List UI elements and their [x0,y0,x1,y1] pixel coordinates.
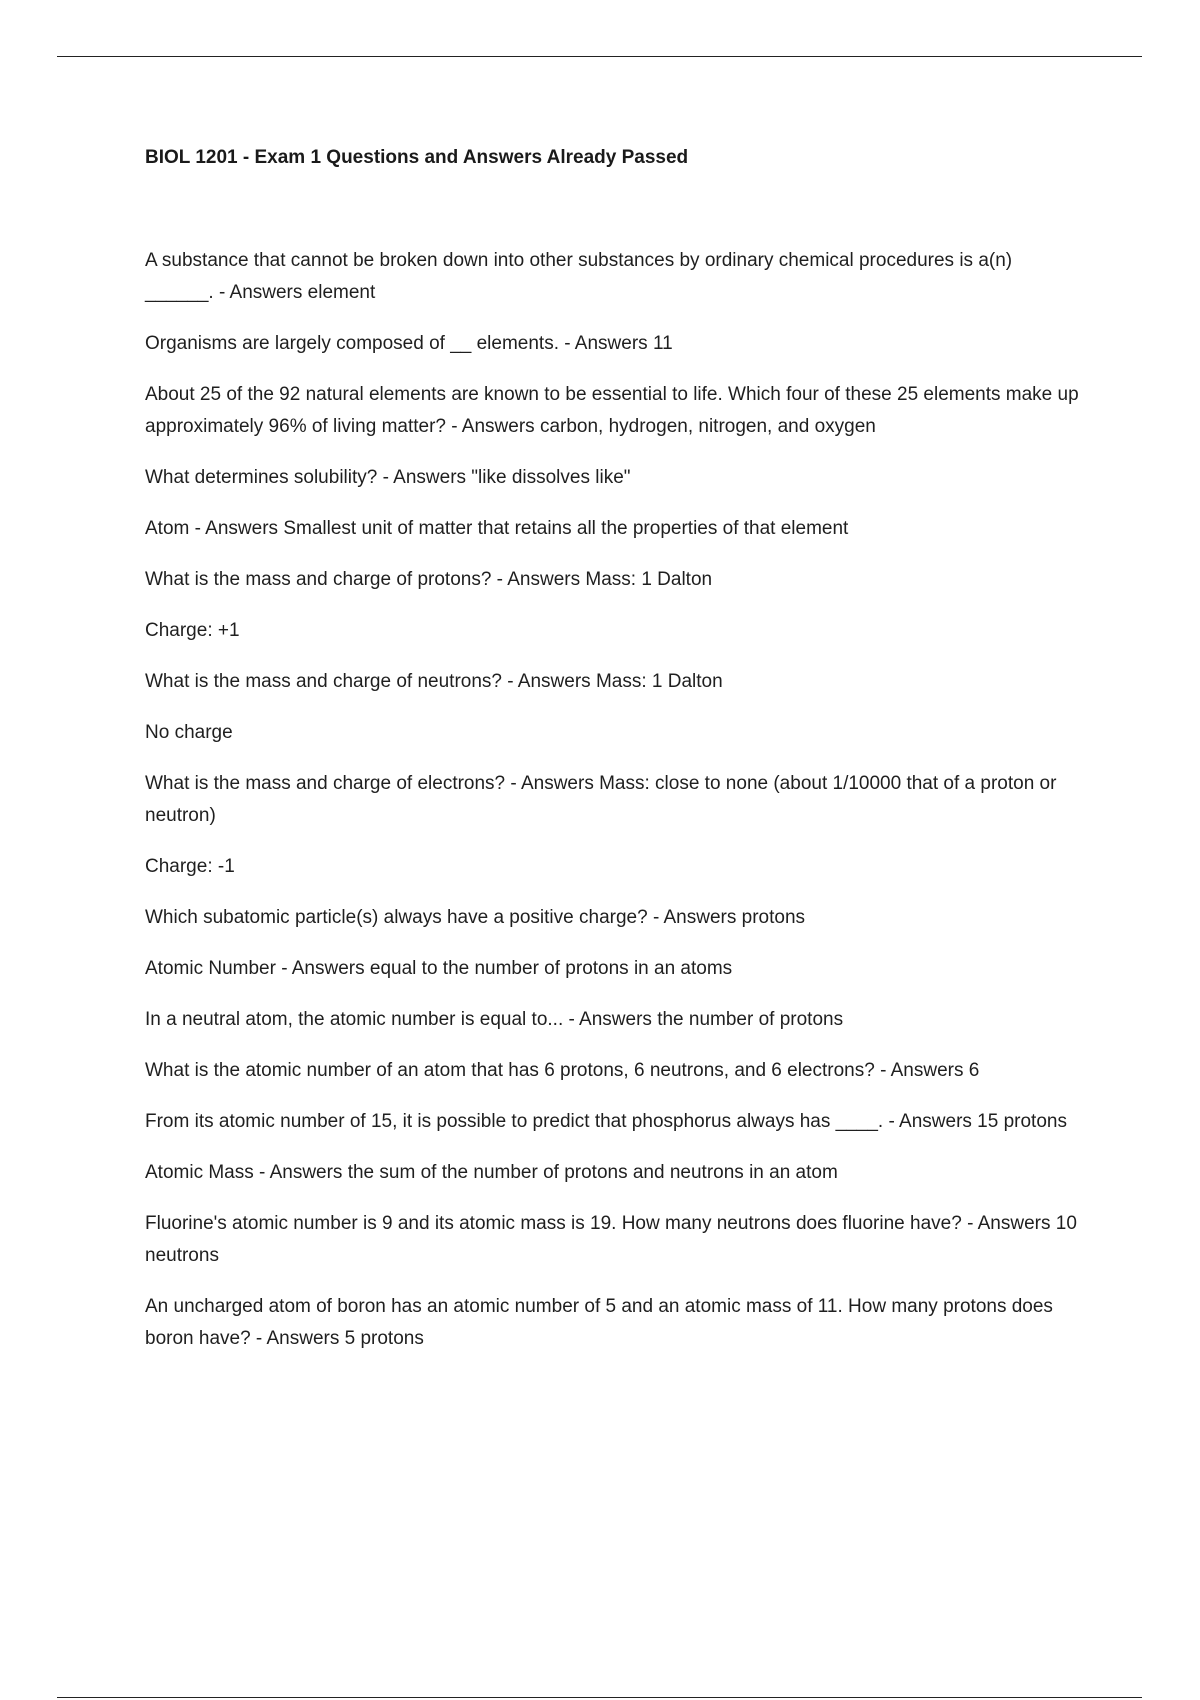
qa-entry [145,717,1085,749]
qa-text: What is the mass and charge of protons? - Answers Mass: 1 Dalton [145,569,713,590]
qa-entry [145,1208,1085,1272]
qa-entry [145,513,1085,545]
qa-text: Which subatomic particle(s) always have a positive charge? - Answers protons [145,907,806,928]
qa-text: What is the mass and charge of neutrons? - Answers Mass: 1 Dalton [145,671,723,692]
qa-text: Atomic Mass - Answers the sum of the number of protons and neutrons in an atom [145,1162,838,1183]
qa-text: Charge: +1 [145,620,240,641]
qa-entry [145,1055,1085,1087]
qa-entry [145,953,1085,985]
qa-text: In a neutral atom, the atomic number is equal to... - Answers the number of protons [145,1009,844,1030]
qa-text: No charge [145,722,233,743]
qa-text: Fluorine's atomic number is 9 and its atomic mass is 19. How many neutrons does fluorine have? - Answers 10 neutrons [145,1213,1077,1266]
qa-entry [145,564,1085,596]
qa-entry [145,902,1085,934]
qa-text: What determines solubility? - Answers "like dissolves like" [145,467,631,488]
qa-text: Organisms are largely composed of __ elements. - Answers 11 [145,333,673,354]
qa-text: An uncharged atom of boron has an atomic number of 5 and an atomic mass of 11. How many protons does boron have? - Answers 5 protons [145,1296,1053,1349]
qa-text: About 25 of the 92 natural elements are known to be essential to life. Which four of these 25 elements make up approximately 96% of living matter? - Answers carbon, hydrogen, nitrogen, and oxygen [145,384,1079,437]
qa-entry [145,851,1085,883]
qa-entry [145,768,1085,832]
qa-text: Atom - Answers Smallest unit of matter that retains all the properties of that element [145,518,849,539]
qa-text: From its atomic number of 15, it is possible to predict that phosphorus always has ____. - Answers 15 protons [145,1111,1067,1132]
qa-entry [145,245,1085,309]
qa-entry [145,328,1085,360]
qa-entry [145,1291,1085,1355]
qa-entry [145,615,1085,647]
document-title: BIOL 1201 - Exam 1 Questions and Answers Already Passed [145,147,689,168]
qa-text: Charge: -1 [145,856,235,877]
qa-entry [145,462,1085,494]
qa-entry [145,1106,1085,1138]
qa-text: What is the mass and charge of electrons? - Answers Mass: close to none (about 1/10000 that of a proton or neutron) [145,773,1057,826]
qa-text: A substance that cannot be broken down into other substances by ordinary chemical procedures is a(n) ______. - Answers element [145,250,1013,303]
bottom-rule [57,1697,1142,1698]
qa-entry [145,666,1085,698]
qa-text: Atomic Number - Answers equal to the number of protons in an atoms [145,958,733,979]
qa-list [145,245,1085,1355]
top-rule [57,56,1142,57]
document-body [145,145,1085,1374]
qa-entry [145,379,1085,443]
qa-entry [145,1157,1085,1189]
qa-text: What is the atomic number of an atom that has 6 protons, 6 neutrons, and 6 electrons? - Answers 6 [145,1060,980,1081]
qa-entry [145,1004,1085,1036]
